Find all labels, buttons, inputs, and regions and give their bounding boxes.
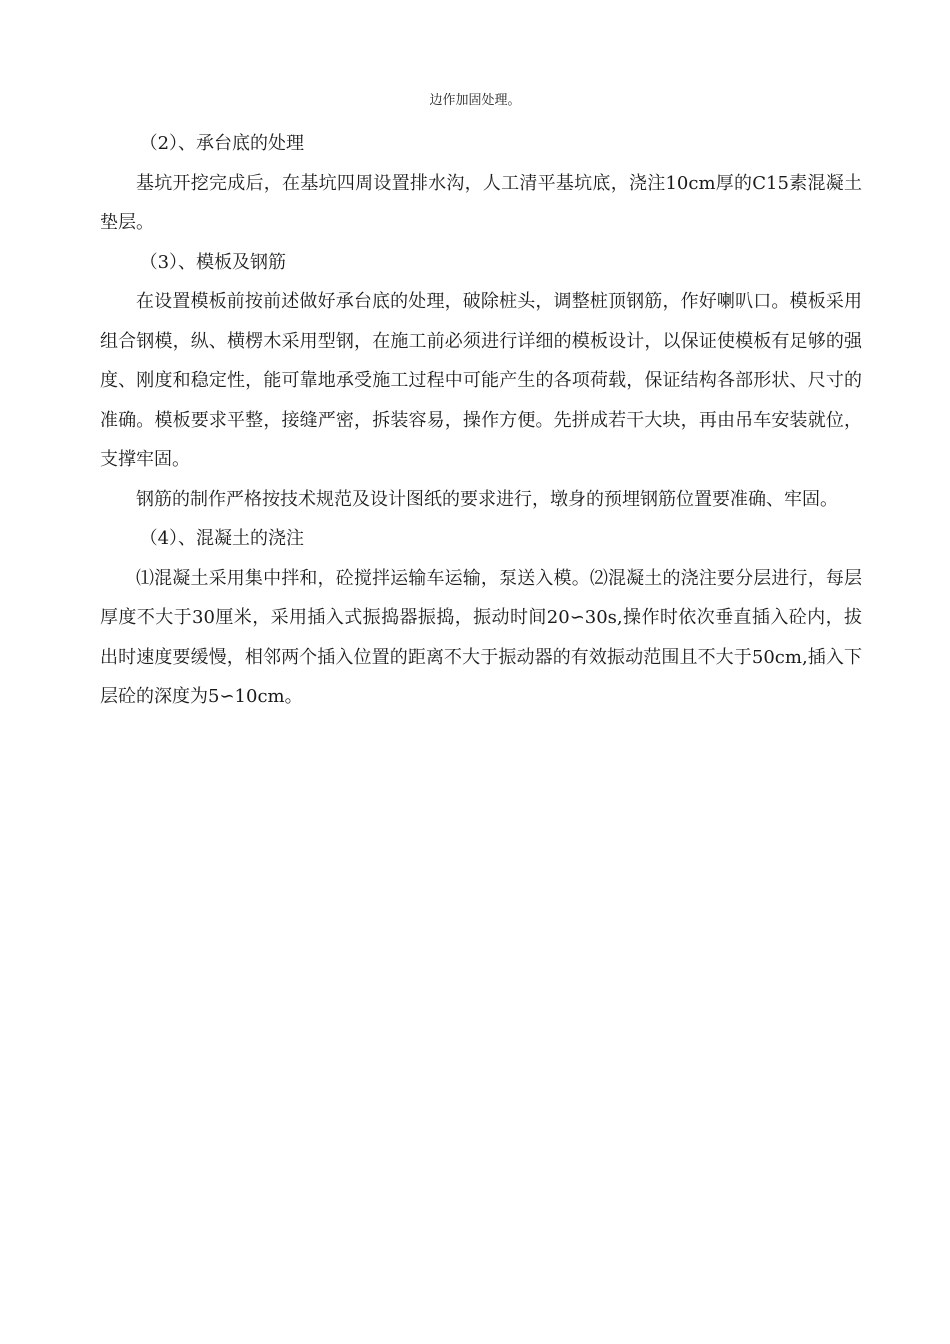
continuation-line: 边作加固处理。 xyxy=(429,93,521,108)
document-body xyxy=(100,124,862,717)
section-heading-3: （3）、模板及钢筋 xyxy=(139,251,287,273)
paragraph-pit-bottom: 基坑开挖完成后，在基坑四周设置排水沟，人工清平基坑底，浇注10cm厚的C15素混凝土垫层。 xyxy=(100,172,862,233)
paragraph-formwork: 在设置模板前按前述做好承台底的处理，破除桩头，调整桩顶钢筋，作好喇叭口。模板采用组合钢模，纵、横楞木采用型钢，在施工前必须进行详细的模板设计，以保证使模板有足够的强度、刚度和稳定性，能可靠地承受施工过程中可能产生的各项荷载，保证结构各部形状、尺寸的准确。模板要求平整，接缝严密，拆装容易，操作方便。先拼成若干大块，再由吊车安装就位，支撑牢固。 xyxy=(100,291,862,470)
section-heading-2: （2）、承台底的处理 xyxy=(139,133,305,154)
paragraph-rebar: 钢筋的制作严格按技术规范及设计图纸的要求进行，墩身的预埋钢筋位置要准确、牢固。 xyxy=(136,488,838,510)
section-heading-4: （4）、混凝土的浇注 xyxy=(139,528,305,549)
paragraph-concrete-pouring: ⑴混凝土采用集中拌和，砼搅拌运输车运输，泵送入模。⑵混凝土的浇注要分层进行，每层厚度不大于30厘米，采用插入式振捣器振捣，振动时间20∽30s,操作时依次垂直插入砼内，拔出时速度要缓慢，相邻两个插入位置的距离不大于振动器的有效振动范围且不大于50cm,插入下层砼的深度为5∽10cm。 xyxy=(100,567,862,707)
